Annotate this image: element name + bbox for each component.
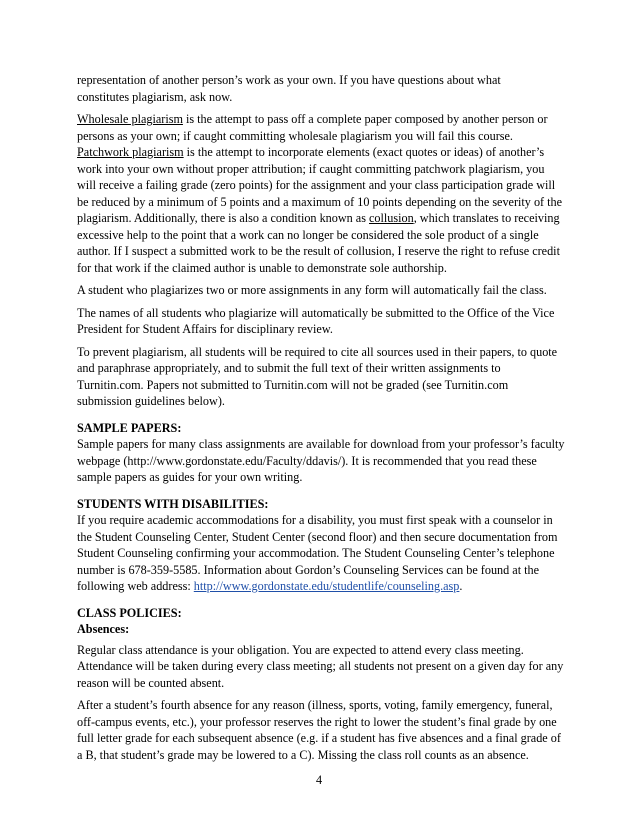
page-content (77, 72, 565, 769)
intro-line-1: representation of another person’s work as your own. If you have questions about what (77, 73, 501, 87)
prevent-plagiarism-paragraph: To prevent plagiarism, all students will be required to cite all sources used in their papers, to quote and paraphrase appropriately, and to submit the full text of their written assignments to Turnitin.com. Papers not submitted to Turnitin.com will not be graded (see Turnitin.com submission guidelines below). (77, 344, 558, 408)
disabilities-body (77, 512, 565, 595)
disabilities-heading: STUDENTS WITH DISABILITIES: (77, 496, 269, 511)
class-policies-heading: CLASS POLICIES: (77, 605, 182, 620)
disabilities-end: . (459, 579, 463, 593)
collusion-text: , which translates to receiving excessive help to the point that a work can no longer be considered the sole product of a single author. If I suspect a submitted work to be the result of collusion, I reserve the right to refuse credit for that work if the claimed author is unable to demonstrate sole authorship. (77, 211, 560, 275)
counseling-link[interactable]: http://www.gordonstate.edu/studentlife/counseling.asp (193, 579, 460, 593)
page-number: 4 (315, 773, 323, 787)
names-submitted-paragraph: The names of all students who plagiarize will automatically be submitted to the Office of the Vice President for Student Affairs for disciplinary review. (77, 305, 555, 336)
patchwork-plagiarism-term: Patchwork plagiarism (77, 145, 184, 159)
wholesale-plagiarism-term: Wholesale plagiarism (77, 112, 183, 126)
absences-paragraph-2: After a student’s fourth absence for any reason (illness, sports, voting, family emergency, funeral, off-campus events, etc.), your professor reserves the right to lower the student’s final grade by one full letter grade for each subsequent absence (e.g. if a student has five absences and a final grade of a B, that student’s grade may be lowered to a C). Missing the class roll counts as an absence. (77, 698, 561, 762)
wholesale-plagiarism-text: is the attempt to pass off a complete paper composed by another person or persons as your own; if caught committing wholesale plagiarism you will fail this course. (77, 112, 548, 143)
plagiarism-definitions (77, 111, 565, 276)
absences-subheading: Absences: (77, 622, 130, 636)
intro-paragraph (77, 72, 565, 105)
sample-papers-body: Sample papers for many class assignments are available for download from your professor’s faculty webpage (http://www.gordonstate.edu/Faculty/ddavis/). It is recommended that you read these sample papers as guides for your own writing. (77, 437, 565, 484)
absences-paragraph-1: Regular class attendance is your obligation. You are expected to attend every class meeting. Attendance will be taken during every class meeting; all students not present on a given day for any reason will be counted absent. (77, 642, 564, 690)
disabilities-text: If you require academic accommodations for a disability, you must first speak with a counselor in the Student Counseling Center, Student Center (second floor) and then secure documentation from Student Counseling confirming your accommodation. The Student Counseling Center’s telephone number is 678-359-5585. Information about Gordon’s Counseling Services can be found at the following web address: (77, 513, 558, 593)
sample-papers-heading: SAMPLE PAPERS: (77, 420, 182, 435)
patchwork-plagiarism-text: is the attempt to incorporate elements (exact quotes or ideas) of another’s work into your own without proper attribution; if caught committing patchwork plagiarism, you will receive a failing grade (zero points) for the assignment and your class participation grade will be reduced by a minimum of 5 points and a maximum of 10 points depending on the severity of the plagiarism. Additionally, there is also a condition known as (77, 145, 563, 225)
fail-class-paragraph: A student who plagiarizes two or more assignments in any form will automatically fail the class. (77, 283, 547, 297)
collusion-term: collusion (369, 211, 414, 225)
intro-line-2: constitutes plagiarism, ask now. (77, 89, 233, 104)
